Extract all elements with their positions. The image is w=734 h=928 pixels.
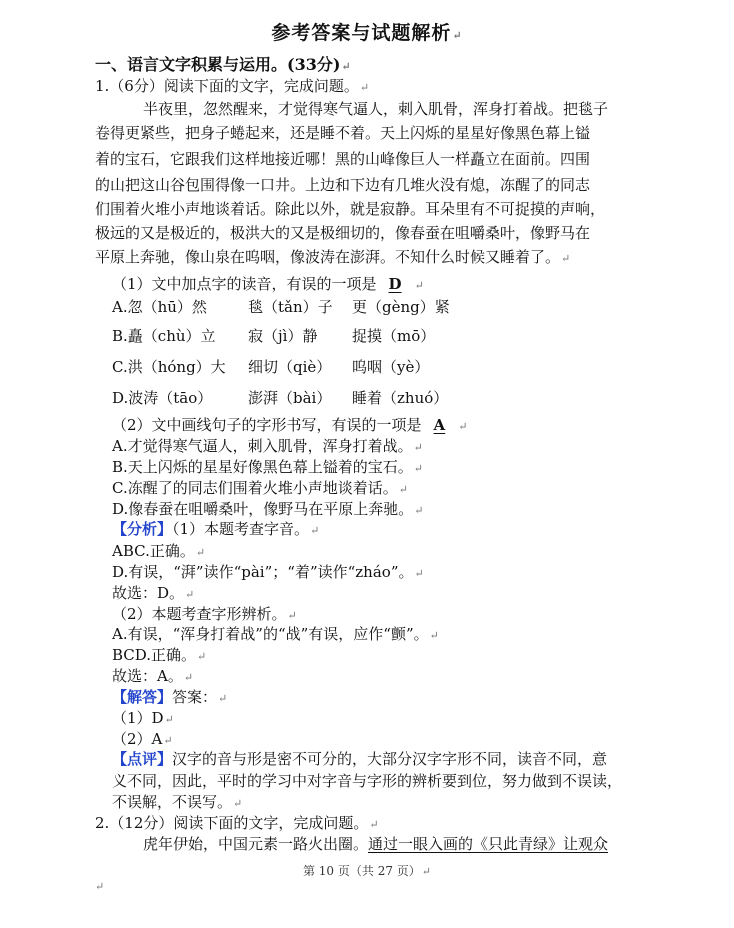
option-a-1: A.忽（hū）然 [112, 298, 207, 316]
analysis-2: （2）本题考查字形辨析。↵ [112, 605, 297, 623]
q2-passage-line-1: 虎年伊始，中国元素一路火出圈。通过一眼入画的《只此青绿》让观众 [143, 835, 609, 853]
comment-tag: 【点评】 [112, 750, 173, 768]
choose-2: 故选：A。↵ [112, 667, 194, 685]
option-c-3: 呜咽（yè） [352, 358, 430, 376]
passage-line-4: 的山把这山谷包围得像一口井。上边和下边有几堆火没有熄，冻醒了的同志 [95, 176, 591, 194]
option-d-3: 睡着（zhuó） [352, 389, 449, 407]
option-a-2: 毯（tǎn）子 [248, 298, 333, 316]
sub2-option-b: B.天上闪烁的星星好像黑色幕上镒着的宝石。↵ [112, 458, 424, 476]
passage-line-5: 们围着火堆小声地谈着话。除此以外，就是寂静。耳朵里有不可捉摸的声响， [95, 200, 606, 218]
answer-2: （2）A↵ [112, 730, 173, 748]
question-2-heading: 2.（12分）阅读下面的文字，完成问题。↵ [95, 814, 379, 832]
page-title: 参考答案与试题解析↵ [271, 22, 463, 44]
sub-question-2: （2）文中画线句子的字形书写，有误的一项是 A ↵ [112, 416, 468, 434]
option-c-1: C.洪（hóng）大 [112, 358, 226, 376]
page-footer: 第 10 页（共 27 页）↵ [302, 864, 432, 878]
option-d-2: 澎湃（bài） [248, 389, 332, 407]
answer-line: 【解答】答案：↵ [112, 688, 228, 706]
analysis-d: D.有误，“湃”读作“pài”；“着”读作“zháo”。↵ [112, 563, 424, 581]
analysis-a: A.有误，“浑身打着战”的“战”有误，应作“颤”。↵ [112, 625, 439, 643]
sub-question-1: （1）文中加点字的读音，有误的一项是 D ↵ [112, 275, 424, 293]
section-heading: 一、语言文字积累与运用。(33分)↵ [95, 55, 351, 74]
sub2-option-a: A.才觉得寒气逼人，刺入肌骨，浑身打着战。↵ [112, 437, 423, 455]
passage-line-7: 平原上奔驰，像山泉在呜咽，像波涛在澎湃。不知什么时候又睡着了。↵ [95, 248, 571, 266]
paragraph-mark-icon: ↵ [95, 880, 105, 893]
sub2-option-c: C.冻醒了的同志们围着火堆小声地谈着话。↵ [112, 479, 408, 497]
sub-question-2-answer: A [433, 416, 446, 434]
answer-1: （1）D↵ [112, 709, 174, 727]
option-c-2: 细切（qiè） [248, 358, 332, 376]
comment-line-1: 【点评】汉字的音与形是密不可分的，大部分汉字字形不同，读音不同，意 [112, 750, 608, 768]
analysis-bcd: BCD.正确。↵ [112, 646, 207, 664]
sub2-option-d: D.像春蚕在咀嚼桑叶，像野马在平原上奔驰。↵ [112, 500, 424, 518]
question-1-heading: 1.（6分）阅读下面的文字，完成问题。↵ [95, 77, 370, 95]
sub-question-1-answer: D [388, 275, 402, 293]
option-b-1: B.矗（chù）立 [112, 327, 216, 345]
analysis-line: 【分析】（1）本题考查字音。↵ [112, 520, 320, 538]
option-a-3: 更（gèng）紧 [352, 298, 450, 316]
analysis-abc: ABC.正确。↵ [112, 542, 206, 560]
analysis-tag: 【分析】 [112, 520, 173, 538]
passage-line-2: 卷得更紧些，把身子蜷起来，还是睡不着。天上闪烁的星星好像黑色幕上镒 [95, 124, 591, 142]
passage-line-3: 着的宝石，它跟我们这样地接近哪！黑的山峰像巨人一样矗立在面前。四围 [95, 150, 591, 168]
option-b-2: 寂（jì）静 [248, 327, 318, 345]
choose-1: 故选：D。↵ [112, 584, 195, 602]
option-b-3: 捉摸（mō） [352, 327, 436, 345]
answer-tag: 【解答】 [112, 688, 173, 706]
comment-line-2: 义不同，因此，平时的学习中对字音与字形的辨析要到位，努力做到不误读， [112, 772, 623, 790]
option-d-1: D.波涛（tāo） [112, 389, 213, 407]
passage-line-6: 极远的又是极近的，极洪大的又是极细切的，像春蚕在咀嚼桑叶，像野马在 [95, 224, 591, 242]
passage-line-1: 半夜里，忽然醒来，才觉得寒气逼人，刺入肌骨，浑身打着战。把毯子 [143, 100, 609, 118]
comment-line-3: 不误解，不误写。↵ [112, 793, 243, 811]
